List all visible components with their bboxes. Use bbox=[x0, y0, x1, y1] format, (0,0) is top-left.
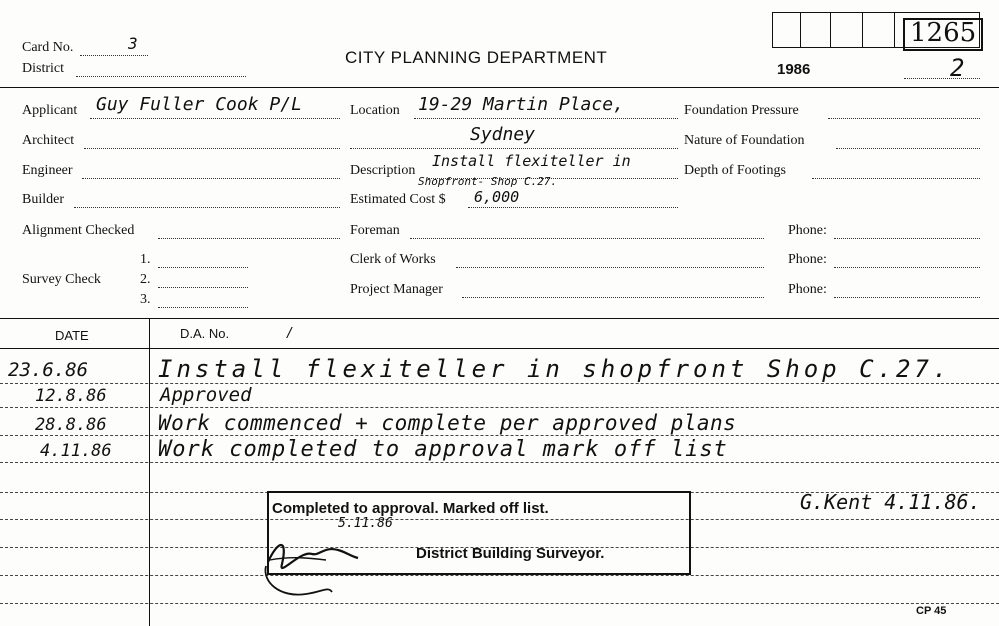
location-line bbox=[414, 118, 678, 119]
applicant-line bbox=[90, 118, 340, 119]
date-column-divider bbox=[149, 318, 150, 626]
form-code: CP 45 bbox=[916, 605, 947, 617]
foreman-phone-line bbox=[834, 238, 980, 239]
location-value-2: Sydney bbox=[470, 124, 536, 145]
log-text: Approved bbox=[160, 384, 252, 406]
year: 1986 bbox=[777, 61, 811, 78]
engineer-line bbox=[82, 178, 340, 179]
log-date: 4.11.86 bbox=[40, 441, 112, 461]
survey-line-1 bbox=[158, 267, 248, 268]
district-line bbox=[76, 76, 246, 77]
stamp-line-2: District Building Surveyor. bbox=[416, 545, 605, 562]
da-no-label: D.A. No. bbox=[180, 326, 230, 341]
log-text: Install flexiteller in shopfront Shop C.27. bbox=[158, 355, 952, 383]
nature-foundation-label: Nature of Foundation bbox=[684, 133, 805, 148]
description-value-1: Install flexiteller in bbox=[432, 152, 631, 170]
location-value-1: 19-29 Martin Place, bbox=[418, 94, 624, 115]
da-no-value: / bbox=[286, 326, 294, 341]
engineer-label: Engineer bbox=[22, 163, 73, 178]
pm-phone-line bbox=[834, 297, 980, 298]
log-date: 23.6.86 bbox=[8, 359, 89, 381]
signoff-signature: G.Kent 4.11.86. bbox=[800, 490, 981, 514]
cost-label: Estimated Cost $ bbox=[350, 192, 446, 207]
location-label: Location bbox=[350, 103, 400, 118]
project-manager-line bbox=[462, 297, 764, 298]
foundation-pressure-line bbox=[828, 118, 980, 119]
survey-check-label: Survey Check bbox=[22, 272, 101, 287]
grid-divider bbox=[862, 12, 863, 48]
card-no-label: Card No. bbox=[22, 40, 74, 55]
clerk-phone-label: Phone: bbox=[788, 252, 827, 267]
cost-value: 6,000 bbox=[474, 188, 520, 206]
depth-footings-label: Depth of Footings bbox=[684, 163, 786, 178]
stamp-initials-date: 5.11.86 bbox=[338, 516, 393, 531]
builder-label: Builder bbox=[22, 192, 64, 207]
log-text: Work commenced + complete per approved plans bbox=[158, 411, 737, 435]
foreman-phone-label: Phone: bbox=[788, 223, 827, 238]
stamp-line-1: Completed to approval. Marked off list. bbox=[272, 500, 549, 517]
surveyor-signature bbox=[260, 520, 370, 604]
header-rule bbox=[0, 87, 999, 88]
foundation-pressure-label: Foundation Pressure bbox=[684, 103, 799, 118]
foreman-label: Foreman bbox=[350, 223, 400, 238]
page-title: CITY PLANNING DEPARTMENT bbox=[345, 48, 608, 67]
log-row-line bbox=[0, 435, 999, 436]
log-row-line bbox=[0, 383, 999, 384]
pm-phone-label: Phone: bbox=[788, 282, 827, 297]
applicant-value: Guy Fuller Cook P/L bbox=[96, 94, 302, 115]
survey-item-3: 3. bbox=[140, 292, 151, 307]
builder-line bbox=[74, 207, 340, 208]
foreman-line bbox=[410, 238, 764, 239]
applicant-label: Applicant bbox=[22, 103, 78, 118]
log-text: Work completed to approval mark off list bbox=[158, 437, 728, 462]
project-manager-label: Project Manager bbox=[350, 282, 443, 297]
location-line-2 bbox=[350, 148, 678, 149]
grid-divider bbox=[800, 12, 801, 48]
log-row-line bbox=[0, 462, 999, 463]
nature-foundation-line bbox=[836, 148, 980, 149]
sheet-line bbox=[904, 78, 980, 79]
alignment-line bbox=[158, 238, 340, 239]
description-label: Description bbox=[350, 163, 416, 178]
date-header: DATE bbox=[55, 328, 89, 343]
grid-divider bbox=[830, 12, 831, 48]
description-value-2: Shopfront- Shop C.27. bbox=[418, 175, 558, 188]
log-row-line bbox=[0, 603, 999, 604]
card-no-value: 3 bbox=[128, 34, 138, 53]
log-row-line bbox=[0, 407, 999, 408]
sheet-number: 2 bbox=[950, 54, 965, 82]
architect-line bbox=[84, 148, 340, 149]
cost-line bbox=[468, 207, 678, 208]
alignment-label: Alignment Checked bbox=[22, 223, 135, 238]
clerk-line bbox=[456, 267, 764, 268]
log-date: 28.8.86 bbox=[35, 415, 107, 435]
log-row-line bbox=[0, 575, 999, 576]
district-label: District bbox=[22, 61, 64, 76]
survey-item-2: 2. bbox=[140, 272, 151, 287]
card-number: 1265 bbox=[910, 18, 977, 48]
survey-line-3 bbox=[158, 307, 248, 308]
survey-line-2 bbox=[158, 287, 248, 288]
depth-footings-line bbox=[812, 178, 980, 179]
card-no-line bbox=[80, 55, 148, 56]
log-date: 12.8.86 bbox=[35, 386, 107, 406]
clerk-label: Clerk of Works bbox=[350, 252, 436, 267]
grid-divider bbox=[894, 12, 895, 48]
survey-item-1: 1. bbox=[140, 252, 151, 267]
architect-label: Architect bbox=[22, 133, 75, 148]
clerk-phone-line bbox=[834, 267, 980, 268]
